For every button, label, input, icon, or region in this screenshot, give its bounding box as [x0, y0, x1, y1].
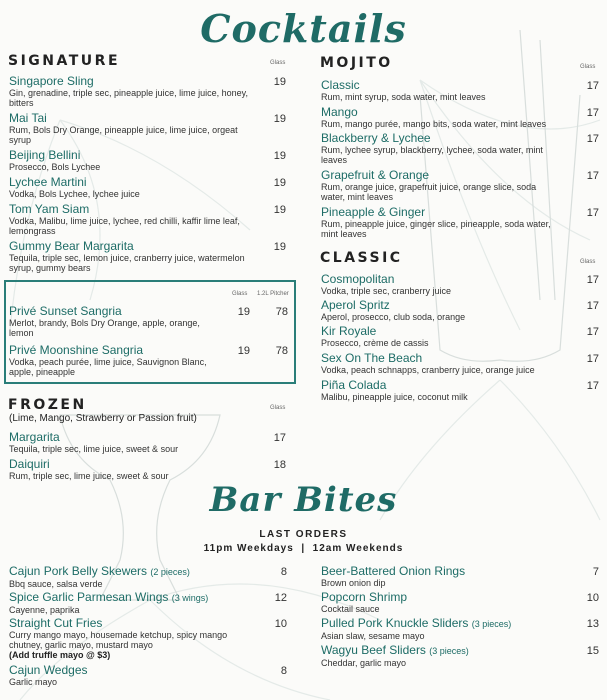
- item-price: 19: [273, 150, 286, 162]
- item-name: Margarita: [9, 430, 60, 444]
- item-name: Gummy Bear Margarita: [9, 239, 134, 253]
- item-price: 17: [586, 107, 599, 119]
- frozen-subheading: (Lime, Mango, Strawberry or Passion fruit): [9, 413, 197, 424]
- item-name: Pulled Pork Knuckle Sliders: [321, 616, 469, 630]
- item-name: Piña Colada: [321, 378, 387, 392]
- menu-item-aperol-spritz: [321, 299, 566, 322]
- menu-item-pina-colada: [321, 379, 566, 402]
- menu-item-lychee-martini: [9, 176, 259, 199]
- item-price: 17: [586, 274, 599, 286]
- item-name: Mango: [321, 105, 358, 119]
- menu-item-sex-on-the-beach: [321, 352, 566, 375]
- item-price: 19: [273, 177, 286, 189]
- item-pitcher-price: 78: [275, 306, 288, 318]
- item-desc: Cayenne, paprika: [9, 605, 80, 615]
- item-desc: Aperol, prosecco, club soda, orange: [321, 312, 466, 322]
- item-name: Wagyu Beef Sliders: [321, 643, 426, 657]
- item-price: 15: [586, 645, 599, 657]
- item-desc: Rum, pineapple juice, ginger slice, pineapple, soda water, mint leaves: [321, 219, 551, 239]
- item-price: 17: [586, 326, 599, 338]
- item-desc: Prosecco, Bols Lychee: [9, 162, 101, 172]
- menu-item-grapefruit-orange: [321, 169, 551, 202]
- item-note: (2 pieces): [150, 567, 190, 577]
- item-price: 17: [586, 80, 599, 92]
- last-orders-label: LAST ORDERS: [259, 529, 348, 540]
- item-name: Kir Royale: [321, 324, 377, 338]
- item-name: Beer-Battered Onion Rings: [321, 564, 466, 578]
- item-glass-price: 19: [237, 345, 250, 357]
- item-desc: Bbq sauce, salsa verde: [9, 579, 103, 589]
- item-desc: Prosecco, crème de cassis: [321, 338, 429, 348]
- item-price: 17: [586, 170, 599, 182]
- item-price: 17: [273, 432, 286, 444]
- bite-cajun-pork-belly-skewers: [9, 565, 274, 589]
- menu-item-kir-royale: [321, 325, 566, 348]
- item-name: Blackberry & Lychee: [321, 131, 431, 145]
- item-name: Cosmopolitan: [321, 272, 395, 286]
- item-note: (3 wings): [171, 593, 209, 603]
- item-name: Pineapple & Ginger: [321, 205, 426, 219]
- item-name: Grapefruit & Orange: [321, 168, 430, 182]
- item-desc: Vodka, triple sec, cranberry juice: [321, 286, 452, 296]
- item-price: 19: [273, 204, 286, 216]
- item-desc: Rum, Bols Dry Orange, pineapple juice, lime juice, orgeat syrup: [9, 125, 238, 145]
- item-price: 17: [586, 380, 599, 392]
- item-desc: Malibu, pineapple juice, coconut milk: [321, 392, 468, 402]
- sangria-glass-label: Glass: [232, 291, 248, 297]
- item-desc: Tequila, triple sec, lemon juice, cranberry juice, watermelon syrup, gummy bears: [9, 253, 245, 273]
- bite-straight-cut-fries: [9, 617, 254, 660]
- item-price: 19: [273, 76, 286, 88]
- item-desc: Rum, mango purée, mango bits, soda water, mint leaves: [321, 119, 547, 129]
- item-name: Tom Yam Siam: [9, 202, 90, 216]
- item-glass-price: 19: [237, 306, 250, 318]
- item-name: Privé Sunset Sangria: [9, 304, 122, 318]
- bite-pulled-pork-knuckle-sliders: [321, 617, 586, 641]
- item-desc: Vodka, Malibu, lime juice, lychee, red chilli, kaffir lime leaf, lemongrass: [9, 216, 240, 236]
- item-name: Cajun Pork Belly Skewers: [9, 564, 148, 578]
- bite-beer-battered-onion-rings: [321, 565, 586, 588]
- signature-heading: SIGNATURE: [8, 53, 121, 69]
- menu-item-singapore-sling: [9, 75, 259, 108]
- item-desc: Asian slaw, sesame mayo: [321, 631, 425, 641]
- item-note: (3 pieces): [429, 646, 469, 656]
- signature-glass-label: Glass: [270, 60, 286, 66]
- item-desc: Merlot, brandy, Bols Dry Orange, apple, orange, lemon: [9, 318, 200, 338]
- menu-item-tom-yam-siam: [9, 203, 259, 236]
- item-price: 17: [586, 133, 599, 145]
- item-desc: Garlic mayo: [9, 677, 58, 687]
- item-desc: Cocktail sauce: [321, 604, 380, 614]
- item-name: Privé Moonshine Sangria: [9, 343, 144, 357]
- item-name: Lychee Martini: [9, 175, 87, 189]
- frozen-heading: FROZEN: [8, 397, 87, 413]
- menu-item-mojito-classic: [321, 79, 566, 102]
- item-desc: Vodka, peach purée, lime juice, Sauvignon Blanc, apple, pineapple: [9, 357, 207, 377]
- item-desc: Rum, triple sec, lime juice, sweet & sour: [9, 471, 169, 481]
- item-note: (3 pieces): [471, 619, 512, 629]
- item-price: 10: [586, 592, 599, 604]
- menu-item-prive-moonshine-sangria: [9, 344, 224, 377]
- item-desc: Tequila, triple sec, lime juice, sweet & sour: [9, 444, 179, 454]
- item-name: Beijing Bellini: [9, 148, 81, 162]
- menu-item-blackberry-lychee: [321, 132, 551, 165]
- menu-item-mojito-mango: [321, 106, 566, 129]
- item-price: 7: [592, 566, 599, 578]
- item-desc: Vodka, peach schnapps, cranberry juice, orange juice: [321, 365, 535, 375]
- item-name: Straight Cut Fries: [9, 616, 103, 630]
- mojito-heading: MOJITO: [320, 55, 393, 71]
- item-price: 17: [586, 300, 599, 312]
- last-orders-hours: 11pm Weekdays | 12am Weekends: [203, 543, 404, 554]
- item-name: Mai Tai: [9, 111, 47, 125]
- mojito-glass-label: Glass: [580, 64, 596, 70]
- item-name: Classic: [321, 78, 360, 92]
- item-pitcher-price: 78: [275, 345, 288, 357]
- menu-item-beijing-bellini: [9, 149, 259, 172]
- menu-item-margarita: [9, 431, 259, 454]
- item-name: Singapore Sling: [9, 74, 94, 88]
- item-desc: Rum, orange juice, grapefruit juice, orange slice, soda water, mint leaves: [321, 182, 537, 202]
- item-price: 17: [586, 353, 599, 365]
- item-price: 13: [586, 618, 599, 630]
- bite-cajun-wedges: [9, 664, 254, 687]
- item-name: Spice Garlic Parmesan Wings: [9, 590, 169, 604]
- classic-glass-label: Glass: [580, 259, 596, 265]
- menu-item-mai-tai: [9, 112, 259, 145]
- item-name: Popcorn Shrimp: [321, 590, 408, 604]
- item-price: 17: [586, 207, 599, 219]
- item-desc: Rum, lychee syrup, blackberry, lychee, soda water, mint leaves: [321, 145, 543, 165]
- frozen-glass-label: Glass: [270, 405, 286, 411]
- bite-wagyu-beef-sliders: [321, 644, 586, 668]
- item-name: Daiquiri: [9, 457, 50, 471]
- menu-item-daiquiri: [9, 458, 259, 481]
- item-desc: Gin, grenadine, triple sec, pineapple juice, lime juice, honey, bitters: [9, 88, 248, 108]
- item-name: Cajun Wedges: [9, 663, 88, 677]
- item-desc: Curry mango mayo, housemade ketchup, spicy mango chutney, garlic mayo, mustard mayo: [9, 630, 228, 650]
- bar-bites-title: Bar Bites: [209, 480, 398, 520]
- item-price: 19: [273, 241, 286, 253]
- item-desc: Rum, mint syrup, soda water, mint leaves: [321, 92, 486, 102]
- menu-item-gummy-bear-margarita: [9, 240, 259, 273]
- menu-item-pineapple-ginger: [321, 206, 551, 239]
- item-desc: Cheddar, garlic mayo: [321, 658, 407, 668]
- sangria-pitcher-label: 1.2L Pitcher: [257, 291, 289, 297]
- item-price: 8: [280, 566, 287, 578]
- item-desc: Vodka, Bols Lychee, lychee juice: [9, 189, 140, 199]
- menu-item-cosmopolitan: [321, 273, 566, 296]
- item-extra: (Add truffle mayo @ $3): [9, 650, 111, 660]
- item-name: Sex On The Beach: [321, 351, 423, 365]
- item-price: 10: [274, 618, 287, 630]
- cocktails-title: Cocktails: [200, 6, 407, 51]
- item-price: 12: [274, 592, 287, 604]
- classic-heading: CLASSIC: [320, 250, 403, 266]
- item-name: Aperol Spritz: [321, 298, 390, 312]
- item-price: 18: [273, 459, 286, 471]
- item-desc: Brown onion dip: [321, 578, 386, 588]
- bite-popcorn-shrimp: [321, 591, 586, 614]
- bite-spice-garlic-parmesan-wings: [9, 591, 274, 615]
- item-price: 8: [280, 665, 287, 677]
- item-price: 19: [273, 113, 286, 125]
- menu-item-prive-sunset-sangria: [9, 305, 224, 338]
